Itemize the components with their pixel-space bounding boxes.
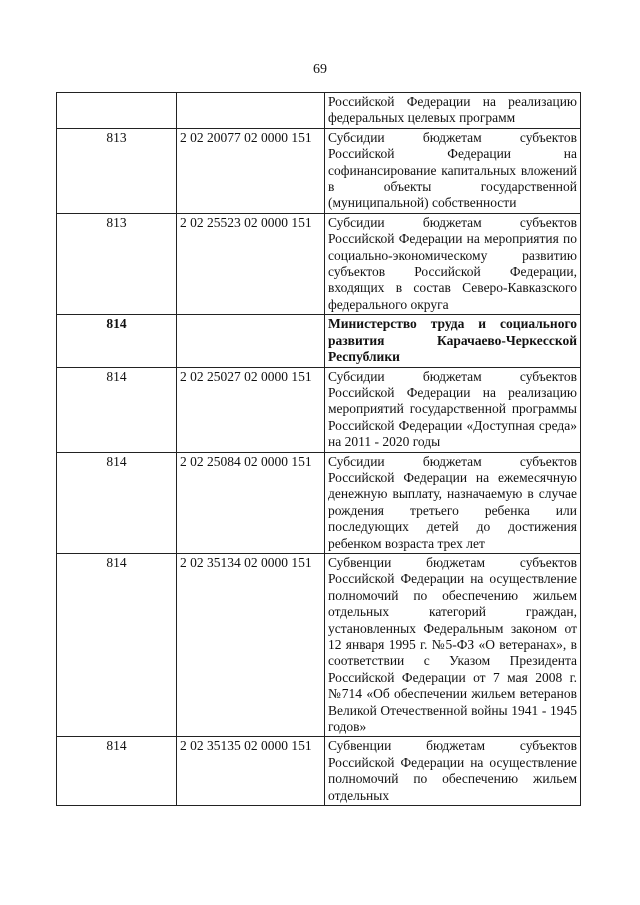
budget-code-cell: 2 02 25084 02 0000 151: [177, 452, 325, 553]
description-cell: Субсидии бюджетам субъектов Российской Федерации на ежемесячную денежную выплату, назначаемую в случае рождения третьего ребенка или последующих детей до достижения ребенком возраста трех лет: [325, 452, 581, 553]
table-row: [57, 367, 581, 452]
table-row: [57, 553, 581, 736]
description-cell: Субвенции бюджетам субъектов Российской Федерации на осуществление полномочий по обеспечению жильем отдельных: [325, 737, 581, 806]
budget-code-cell: 2 02 20077 02 0000 151: [177, 128, 325, 213]
budget-classification-table: [56, 92, 581, 806]
admin-code-cell: 814: [57, 553, 177, 736]
table-row: [57, 213, 581, 314]
budget-code-cell: 2 02 25523 02 0000 151: [177, 213, 325, 314]
ministry-name-cell: Министерство труда и социального развития Карачаево-Черкесской Республики: [325, 315, 581, 367]
table-row: [57, 128, 581, 213]
admin-code-cell: 814: [57, 737, 177, 806]
table-row: [57, 737, 581, 806]
ministry-row: [57, 315, 581, 367]
description-cell: Субсидии бюджетам субъектов Российской Федерации на мероприятия по социально-экономическому развитию субъектов Российской Федерации, входящих в состав Северо-Кавказского федерального округа: [325, 213, 581, 314]
table-row: [57, 93, 581, 129]
description-cell: Российской Федерации на реализацию федеральных целевых программ: [325, 93, 581, 129]
admin-code-cell: 814: [57, 367, 177, 452]
admin-code-cell: 813: [57, 213, 177, 314]
admin-code-cell: [57, 93, 177, 129]
admin-code-cell: 814: [57, 315, 177, 367]
admin-code-cell: 814: [57, 452, 177, 553]
table-row: [57, 452, 581, 553]
description-cell: Субвенции бюджетам субъектов Российской Федерации на осуществление полномочий по обеспечению жильем отдельных категорий граждан, установленных Федеральным законом от 12 января 1995 г. №5-ФЗ «О ветеранах», в соответствии с Указом Президента Российской Федерации от 7 мая 2008 г. №714 «Об обеспечении жильем ветеранов Великой Отечественной войны 1941 - 1945 годов»: [325, 553, 581, 736]
budget-code-cell: 2 02 35135 02 0000 151: [177, 737, 325, 806]
page-number: 69: [313, 62, 327, 77]
budget-code-cell: [177, 315, 325, 367]
admin-code-cell: 813: [57, 128, 177, 213]
description-cell: Субсидии бюджетам субъектов Российской Федерации на софинансирование капитальных вложений в объекты государственной (муниципальной) собственности: [325, 128, 581, 213]
budget-code-cell: 2 02 35134 02 0000 151: [177, 553, 325, 736]
budget-code-cell: [177, 93, 325, 129]
description-cell: Субсидии бюджетам субъектов Российской Федерации на реализацию мероприятий государственной программы Российской Федерации «Доступная среда» на 2011 - 2020 годы: [325, 367, 581, 452]
budget-code-cell: 2 02 25027 02 0000 151: [177, 367, 325, 452]
